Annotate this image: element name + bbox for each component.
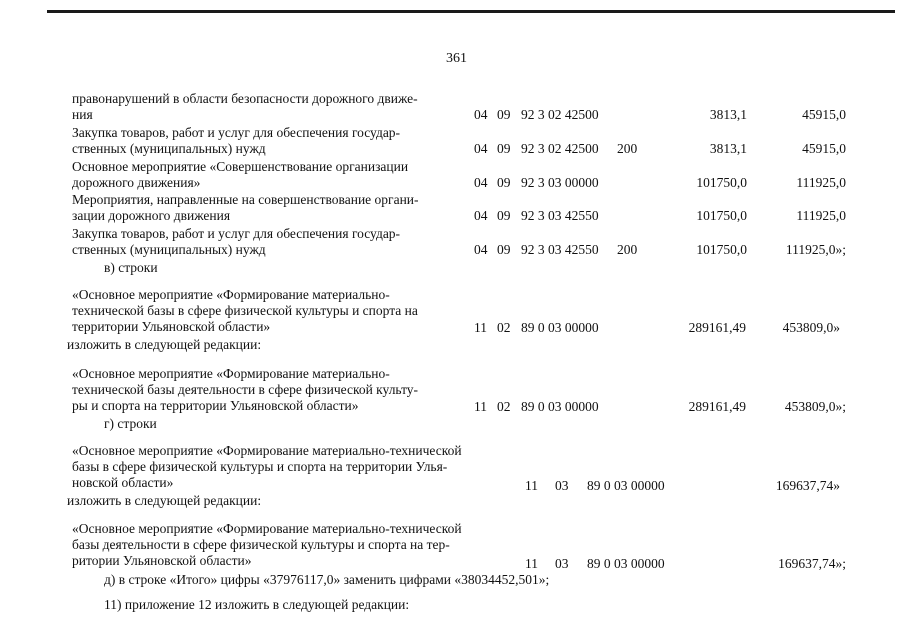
block-csr: 89 0 03 00000 — [521, 399, 599, 414]
row-sum2: 111925,0 — [796, 208, 846, 223]
row-sum2: 111925,0»; — [785, 242, 846, 257]
row-csr: 92 3 03 42550 — [521, 242, 599, 257]
block-sum2: 453809,0»; — [784, 399, 846, 414]
row-name-line1: правонарушений в области безопасности дорожного движе- — [72, 91, 418, 106]
block-pr: 02 — [497, 399, 511, 414]
row-sum1: 3813,1 — [709, 141, 747, 156]
row-sum2: 111925,0 — [796, 175, 846, 190]
row-name-line2: дорожного движения» — [72, 175, 201, 190]
block-csr: 89 0 03 00000 — [587, 556, 665, 571]
row-pr: 09 — [497, 242, 511, 257]
row-name-line1: Закупка товаров, работ и услуг для обеспечения государ- — [72, 226, 401, 241]
row-sum2: 45915,0 — [802, 141, 846, 156]
row-name-line2: ния — [72, 107, 93, 122]
block-line: «Основное мероприятие «Формирование материально- — [72, 366, 390, 381]
row-vr: 200 — [617, 242, 638, 257]
page-number: 361 — [446, 51, 467, 66]
block-pr: 02 — [497, 320, 511, 335]
row-name-line1: Основное мероприятие «Совершенствование организации — [72, 159, 409, 174]
row-csr: 92 3 03 42550 — [521, 208, 599, 223]
row-csr: 92 3 03 00000 — [521, 175, 599, 190]
block-line: технической базы в сфере физической культуры и спорта на — [72, 303, 418, 318]
row-csr: 92 3 02 42500 — [521, 107, 599, 122]
block-line: базы деятельности в сфере физической культуры и спорта на тер- — [72, 537, 450, 552]
section-g-label: г) строки — [104, 416, 157, 431]
block-rz: 11 — [474, 320, 487, 335]
block-pr: 03 — [555, 478, 569, 493]
block-line: ры и спорта на территории Ульяновской области» — [72, 398, 359, 413]
row-rz: 04 — [474, 242, 488, 257]
block-sum1: 289161,49 — [688, 320, 746, 335]
row-name-line2: ственных (муниципальных) нужд — [72, 141, 266, 156]
row-pr: 09 — [497, 208, 511, 223]
block-sum1: 289161,49 — [688, 399, 746, 414]
row-csr: 92 3 02 42500 — [521, 141, 599, 156]
row-rz: 04 — [474, 175, 488, 190]
item-d-text: д) в строке «Итого» цифры «37976117,0» заменить цифрами «38034452,501»; — [104, 572, 550, 587]
row-name-line1: Мероприятия, направленные на совершенствование органи- — [72, 192, 419, 207]
row-sum1: 3813,1 — [709, 107, 747, 122]
block-rz: 11 — [525, 556, 538, 571]
block-csr: 89 0 03 00000 — [587, 478, 665, 493]
row-name-line2: ственных (муниципальных) нужд — [72, 242, 266, 257]
block-line: ритории Ульяновской области» — [72, 553, 252, 568]
row-pr: 09 — [497, 175, 511, 190]
section-v-label: в) строки — [104, 260, 158, 275]
block-rz: 11 — [474, 399, 487, 414]
block-rz: 11 — [525, 478, 538, 493]
block-line: базы в сфере физической культуры и спорта на территории Улья- — [72, 459, 448, 474]
top-rule — [47, 10, 895, 13]
edit-label: изложить в следующей редакции: — [67, 337, 262, 352]
row-vr: 200 — [617, 141, 638, 156]
row-sum1: 101750,0 — [696, 175, 747, 190]
block-csr: 89 0 03 00000 — [521, 320, 599, 335]
block-line: новской области» — [72, 475, 174, 490]
block-line: «Основное мероприятие «Формирование материально- — [72, 287, 390, 302]
block-sum2: 453809,0» — [782, 320, 840, 335]
block-sum: 169637,74»; — [778, 556, 846, 571]
block-line: территории Ульяновской области» — [72, 319, 271, 334]
block-sum: 169637,74» — [775, 478, 840, 493]
block-pr: 03 — [555, 556, 569, 571]
row-sum1: 101750,0 — [696, 208, 747, 223]
block-line: «Основное мероприятие «Формирование материально-технической — [72, 443, 462, 458]
block-line: «Основное мероприятие «Формирование материально-технической — [72, 521, 462, 536]
row-sum2: 45915,0 — [802, 107, 846, 122]
row-name-line1: Закупка товаров, работ и услуг для обеспечения государ- — [72, 125, 401, 140]
row-rz: 04 — [474, 107, 488, 122]
row-pr: 09 — [497, 107, 511, 122]
row-name-line2: зации дорожного движения — [72, 208, 231, 223]
edit-label: изложить в следующей редакции: — [67, 493, 262, 508]
row-sum1: 101750,0 — [696, 242, 747, 257]
block-line: технической базы деятельности в сфере физической культу- — [72, 382, 419, 397]
row-pr: 09 — [497, 141, 511, 156]
item-11-text: 11) приложение 12 изложить в следующей редакции: — [104, 597, 410, 612]
row-rz: 04 — [474, 208, 488, 223]
row-rz: 04 — [474, 141, 488, 156]
